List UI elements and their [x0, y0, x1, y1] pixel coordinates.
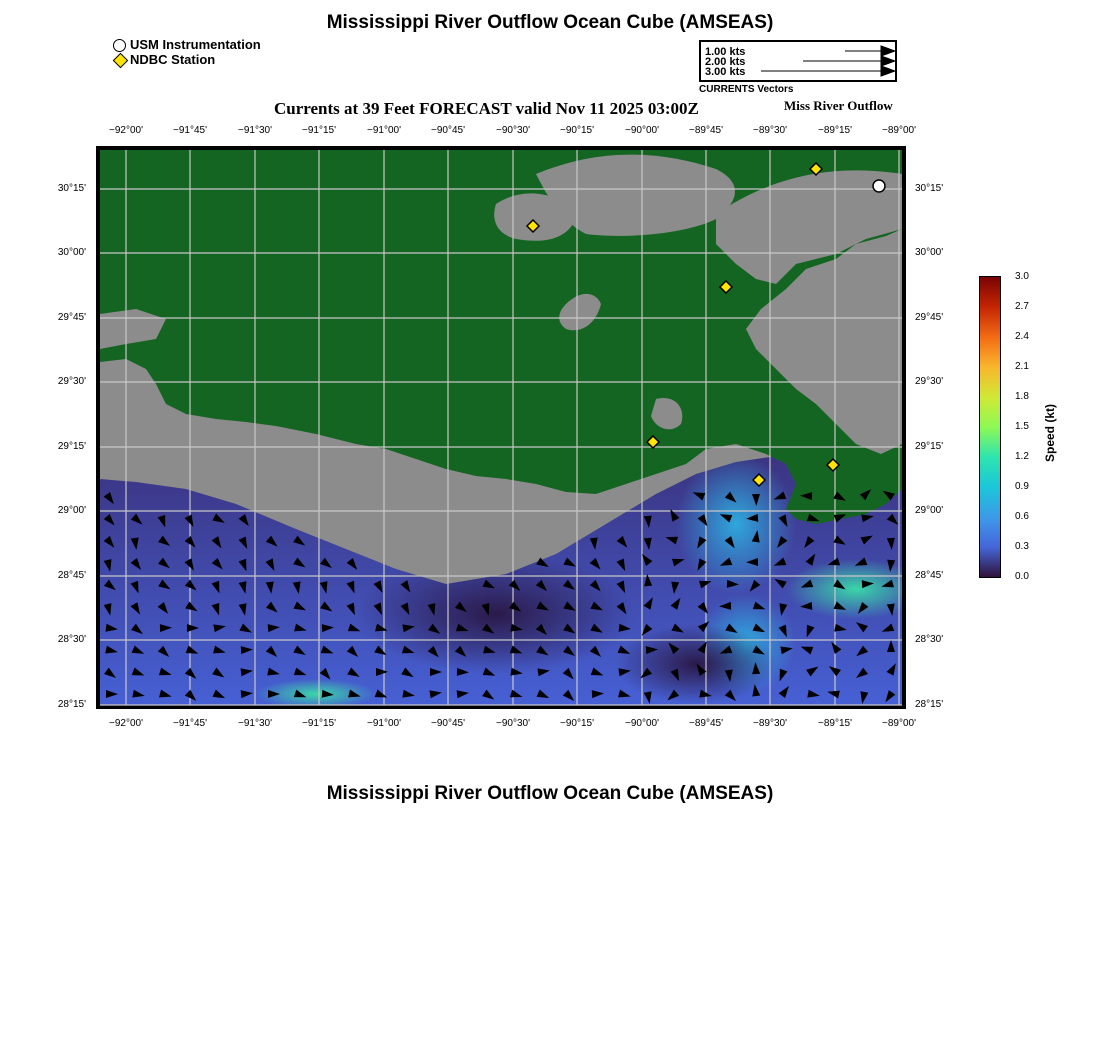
- colorbar-tick: 2.7: [1015, 301, 1029, 312]
- lat-tick-right: 29°00': [915, 505, 944, 516]
- lon-tick-bottom: −92°00': [109, 718, 143, 729]
- lat-tick-left: 29°30': [57, 376, 86, 387]
- lon-tick-top: −89°45': [689, 125, 723, 136]
- second-title: Mississippi River Outflow Ocean Cube (AMSEAS): [326, 783, 774, 804]
- lon-tick-top: −89°30': [753, 125, 787, 136]
- lon-tick-bottom: −91°00': [367, 718, 401, 729]
- lon-tick-bottom: −89°45': [689, 718, 723, 729]
- lat-tick-left: 28°30': [57, 634, 86, 645]
- lon-tick-top: −89°00': [882, 125, 916, 136]
- lat-tick-left: 30°15': [57, 183, 86, 194]
- currents-map: [96, 144, 908, 710]
- lon-tick-top: −90°00': [625, 125, 659, 136]
- lat-tick-right: 28°45': [915, 570, 944, 581]
- low-speed-zone-2: [616, 624, 776, 704]
- lat-tick-right: 29°30': [915, 376, 944, 387]
- ndbc-diamond-icon: [113, 53, 129, 69]
- vector-legend-box: [699, 40, 897, 82]
- lon-tick-top: −91°30': [238, 125, 272, 136]
- lon-tick-bottom: −89°00': [882, 718, 916, 729]
- lat-tick-right: 30°00': [915, 247, 944, 258]
- lat-tick-right: 28°30': [915, 634, 944, 645]
- lon-tick-top: −91°00': [367, 125, 401, 136]
- lon-tick-bottom: −90°00': [625, 718, 659, 729]
- vector-legend-row-3: 3.00 kts: [705, 66, 746, 78]
- lon-tick-top: −90°15': [560, 125, 594, 136]
- vector-legend-caption: CURRENTS Vectors: [699, 84, 794, 95]
- legend-ndbc-label: NDBC Station: [130, 52, 216, 67]
- colorbar-tick: 1.5: [1015, 421, 1029, 432]
- colorbar-tick: 1.2: [1015, 451, 1029, 462]
- lat-tick-left: 30°00': [57, 247, 86, 258]
- vector-legend-row-1: 1.00 kts: [705, 46, 746, 58]
- colorbar-tick: 2.1: [1015, 361, 1029, 372]
- lat-tick-left: 29°00': [57, 505, 86, 516]
- usm-circle-icon: [113, 39, 126, 52]
- lat-tick-left: 29°15': [57, 441, 86, 452]
- lon-tick-bottom: −89°15': [818, 718, 852, 729]
- lon-tick-bottom: −90°15': [560, 718, 594, 729]
- lon-tick-bottom: −89°30': [753, 718, 787, 729]
- usm-instrument-marker: [873, 180, 885, 192]
- colorbar-tick: 0.0: [1015, 571, 1029, 582]
- colorbar-tick: 0.9: [1015, 481, 1029, 492]
- lon-tick-top: −90°30': [496, 125, 530, 136]
- lat-tick-left: 28°15': [57, 699, 86, 710]
- lat-tick-right: 30°15': [915, 183, 944, 194]
- lon-tick-top: −92°00': [109, 125, 143, 136]
- speed-colorbar: [979, 276, 1001, 578]
- colorbar-label: Speed (kt): [1043, 403, 1057, 462]
- lon-tick-bottom: −90°45': [431, 718, 465, 729]
- main-title: Mississippi River Outflow Ocean Cube (AMSEAS): [326, 12, 774, 33]
- lat-tick-right: 29°45': [915, 312, 944, 323]
- lon-tick-bottom: −91°30': [238, 718, 272, 729]
- colorbar-tick: 0.6: [1015, 511, 1029, 522]
- colorbar-gradient: [980, 277, 1000, 577]
- lon-tick-bottom: −90°30': [496, 718, 530, 729]
- lat-tick-right: 28°15': [915, 699, 944, 710]
- map-subtitle: Currents at 39 Feet FORECAST valid Nov 11 2025 03:00Z: [274, 99, 699, 118]
- colorbar-tick: 1.8: [1015, 391, 1029, 402]
- lon-tick-bottom: −91°45': [173, 718, 207, 729]
- lon-tick-top: −91°15': [302, 125, 336, 136]
- colorbar-tick: 0.3: [1015, 541, 1029, 552]
- lat-tick-left: 28°45': [57, 570, 86, 581]
- lon-tick-bottom: −91°15': [302, 718, 336, 729]
- colorbar-tick: 3.0: [1015, 271, 1029, 282]
- lon-tick-top: −91°45': [173, 125, 207, 136]
- legend-usm-label: USM Instrumentation: [130, 37, 261, 52]
- lon-tick-top: −89°15': [818, 125, 852, 136]
- lon-tick-top: −90°45': [431, 125, 465, 136]
- lat-tick-right: 29°15': [915, 441, 944, 452]
- vector-legend-arrows: [701, 42, 895, 80]
- map-subtitle-right: Miss River Outflow: [784, 98, 893, 113]
- lat-tick-left: 29°45': [57, 312, 86, 323]
- vector-legend-row-2: 2.00 kts: [705, 56, 746, 68]
- colorbar-tick: 2.4: [1015, 331, 1029, 342]
